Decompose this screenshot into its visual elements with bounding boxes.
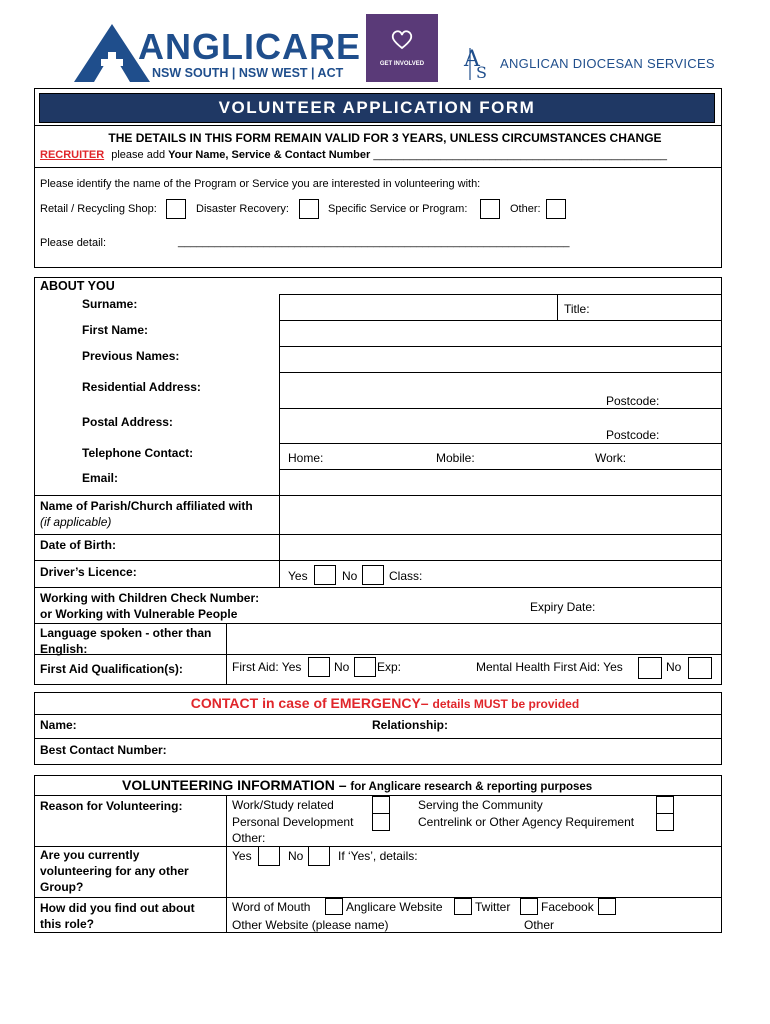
- personal-dev-label: Personal Development: [232, 815, 354, 829]
- twitter-label: Twitter: [475, 900, 511, 914]
- recruiter-pre: please add: [111, 149, 169, 161]
- twitter-checkbox[interactable]: [520, 898, 538, 915]
- previous-names-field[interactable]: [281, 348, 720, 371]
- mh-first-aid-no-checkbox[interactable]: [688, 657, 712, 679]
- svg-text:A: A: [464, 47, 480, 72]
- licence-no-checkbox[interactable]: [362, 565, 384, 585]
- svg-text:S: S: [476, 63, 487, 82]
- ads-logo: [462, 44, 715, 84]
- option-other-checkbox[interactable]: [546, 199, 566, 219]
- surname-label: Surname:: [82, 297, 138, 311]
- option-specific-label: Specific Service or Program:: [328, 203, 468, 215]
- emergency-heading-dash: –: [420, 695, 433, 711]
- detail-label: Please detail:: [40, 237, 107, 249]
- mobile-label: Mobile:: [436, 451, 475, 465]
- language-label-1: Language spoken - other than: [40, 626, 212, 640]
- anglicare-website-checkbox[interactable]: [454, 898, 472, 915]
- reason-label: Reason for Volunteering:: [40, 799, 183, 813]
- surname-field[interactable]: [281, 296, 555, 319]
- emergency-heading: CONTACT in case of EMERGENCY: [190, 695, 421, 711]
- licence-no-label: No: [342, 569, 358, 583]
- postcode-postal-label: Postcode:: [606, 428, 660, 442]
- language-field[interactable]: [229, 625, 719, 653]
- expiry-label: Expiry Date:: [530, 600, 596, 614]
- currently-no-label: No: [288, 849, 304, 863]
- first-aid-yes-label: First Aid: Yes: [232, 660, 302, 674]
- emergency-heading-wrap: [0, 695, 770, 713]
- recruiter-label: RECRUITER: [40, 149, 105, 161]
- option-specific-checkbox[interactable]: [480, 199, 500, 219]
- first-aid-label: First Aid Qualification(s):: [40, 662, 183, 676]
- first-aid-exp-label: Exp:: [377, 660, 402, 674]
- first-name-field[interactable]: [281, 322, 720, 345]
- work-label: Work:: [595, 451, 627, 465]
- best-contact-label: Best Contact Number:: [40, 743, 167, 757]
- facebook-label: Facebook: [541, 900, 594, 914]
- option-disaster-label: Disaster Recovery:: [196, 203, 289, 215]
- language-label-2: English:: [40, 642, 88, 656]
- logo-sub-text: NSW SOUTH | NSW WEST | ACT: [152, 66, 344, 80]
- option-retail-label: Retail / Recycling Shop:: [40, 203, 157, 215]
- postal-label: Postal Address:: [82, 415, 173, 429]
- currently-label-1: Are you currently: [40, 848, 140, 862]
- first-aid-yes-checkbox[interactable]: [308, 657, 330, 677]
- residential-label: Residential Address:: [82, 380, 201, 394]
- first-name-label: First Name:: [82, 323, 149, 337]
- recruiter-bold: Your Name, Service & Contact Number: [168, 149, 371, 161]
- ads-text: ANGLICAN DIOCESAN SERVICES: [500, 56, 715, 71]
- about-heading: ABOUT YOU: [40, 279, 115, 293]
- residential-field[interactable]: [281, 374, 720, 407]
- emergency-relationship-label: Relationship:: [372, 718, 449, 732]
- email-label: Email:: [82, 471, 119, 485]
- word-of-mouth-checkbox[interactable]: [325, 898, 343, 915]
- logo-main-text: ANGLICARE: [138, 26, 361, 67]
- facebook-checkbox[interactable]: [598, 898, 616, 915]
- reason-other-label: Other:: [232, 831, 266, 845]
- work-study-checkbox[interactable]: [372, 796, 390, 814]
- dob-field[interactable]: [281, 536, 720, 559]
- parish-label: Name of Parish/Church affiliated with: [40, 499, 253, 513]
- parish-field[interactable]: [281, 497, 720, 533]
- form-title-bar: [39, 93, 715, 123]
- ads-monogram-icon: [462, 44, 496, 82]
- emergency-name-label: Name:: [40, 718, 77, 732]
- program-prompt: Please identify the name of the Program or Service you are interested in volunteering with:: [40, 178, 481, 190]
- currently-label-2: volunteering for any other: [40, 864, 189, 878]
- currently-label-3: Group?: [40, 880, 84, 894]
- best-contact-field[interactable]: [180, 740, 720, 762]
- centrelink-checkbox[interactable]: [656, 813, 674, 831]
- dob-label: Date of Birth:: [40, 538, 116, 552]
- currently-no-checkbox[interactable]: [308, 846, 330, 866]
- licence-yes-label: Yes: [288, 569, 308, 583]
- centrelink-label: Centrelink or Other Agency Requirement: [418, 815, 635, 829]
- recruiter-fill-line[interactable]: ________________________________________________: [373, 149, 667, 161]
- volunteering-heading-wrap: [122, 777, 592, 795]
- first-aid-no-checkbox[interactable]: [354, 657, 376, 677]
- other-source-label: Other: [524, 918, 555, 932]
- volunteering-heading-note: for Anglicare research & reporting purposes: [350, 781, 593, 793]
- previous-names-label: Previous Names:: [82, 349, 180, 363]
- mh-first-aid-yes-checkbox[interactable]: [638, 657, 662, 679]
- licence-class-label: Class:: [389, 569, 423, 583]
- email-field[interactable]: [281, 471, 720, 494]
- form-title: VOLUNTEER APPLICATION FORM: [218, 98, 536, 117]
- postal-field[interactable]: [281, 410, 720, 442]
- detail-fill-line[interactable]: ________________________________________________________________: [178, 236, 570, 248]
- emergency-heading-note: details MUST be provided: [432, 697, 580, 711]
- telephone-label: Telephone Contact:: [82, 446, 194, 460]
- currently-yes-label: Yes: [232, 849, 252, 863]
- parish-note: (if applicable): [40, 515, 112, 529]
- currently-yes-checkbox[interactable]: [258, 846, 280, 866]
- work-study-label: Work/Study related: [232, 798, 334, 812]
- home-label: Home:: [288, 451, 324, 465]
- serving-label: Serving the Community: [418, 798, 543, 812]
- serving-checkbox[interactable]: [656, 796, 674, 814]
- volunteering-heading-dash: –: [334, 777, 351, 793]
- mh-first-aid-no-label: No: [666, 660, 682, 674]
- first-aid-no-label: No: [334, 660, 350, 674]
- option-disaster-checkbox[interactable]: [299, 199, 319, 219]
- get-involved-text: GET INVOLVED: [379, 61, 425, 67]
- title-label: Title:: [564, 302, 590, 316]
- wwcc-label-2: or Working with Vulnerable People: [40, 607, 238, 621]
- recruiter-line: [40, 149, 667, 161]
- option-retail-checkbox[interactable]: [166, 199, 186, 219]
- wwcc-field[interactable]: [290, 590, 520, 620]
- licence-label: Driver’s Licence:: [40, 565, 137, 579]
- volunteering-heading: VOLUNTEERING INFORMATION: [122, 777, 335, 793]
- get-involved-badge: [366, 14, 438, 82]
- other-website-label: Other Website (please name): [232, 918, 389, 932]
- anglicare-logo: [72, 22, 361, 84]
- wwcc-label-1: Working with Children Check Number:: [40, 591, 260, 605]
- option-other-label: Other:: [510, 203, 541, 215]
- licence-yes-checkbox[interactable]: [314, 565, 336, 585]
- find-label-1: How did you find out about: [40, 901, 195, 915]
- validity-text: THE DETAILS IN THIS FORM REMAIN VALID FOR 3 YEARS, UNLESS CIRCUMSTANCES CHANGE: [108, 131, 662, 145]
- word-of-mouth-label: Word of Mouth: [232, 900, 311, 914]
- personal-dev-checkbox[interactable]: [372, 813, 390, 831]
- mh-first-aid-yes-label: Mental Health First Aid: Yes: [476, 660, 623, 674]
- anglicare-website-label: Anglicare Website: [346, 900, 443, 914]
- postcode-residential-label: Postcode:: [606, 394, 660, 408]
- find-label-2: this role?: [40, 917, 95, 931]
- if-yes-label: If ‘Yes’, details:: [338, 849, 418, 863]
- heart-icon: [390, 28, 414, 50]
- title-field[interactable]: [600, 296, 720, 319]
